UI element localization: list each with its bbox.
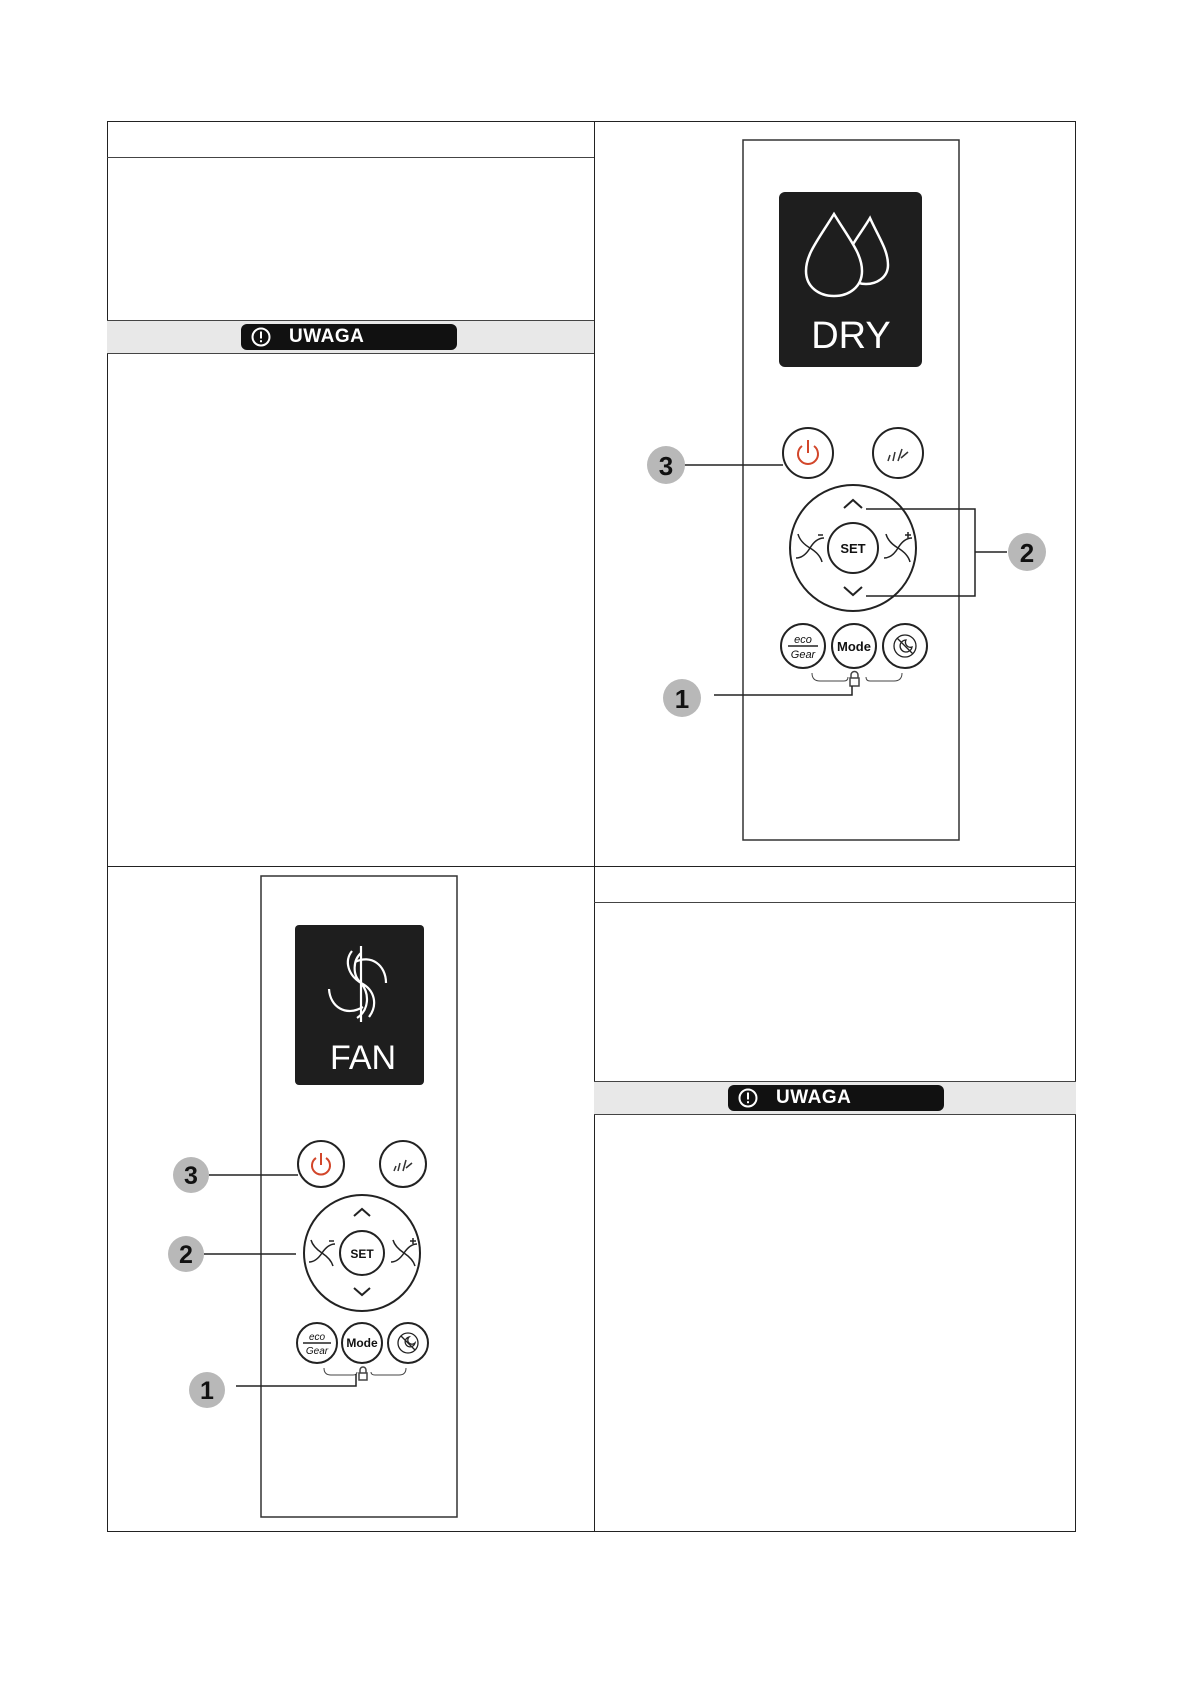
warning-label: UWAGA	[289, 326, 365, 347]
eco-label: eco	[308, 1332, 326, 1343]
callout-3-label: 3	[658, 451, 674, 481]
callout-1-label: 1	[200, 1377, 214, 1405]
gear-label: Gear	[305, 1346, 329, 1357]
callout-2-label: 2	[179, 1241, 193, 1269]
mode-display-label: FAN	[329, 1039, 397, 1077]
warning-label: UWAGA	[776, 1087, 852, 1108]
mode-display-label: DRY	[811, 315, 891, 357]
set-button-label: SET	[350, 1247, 374, 1261]
gear-label: Gear	[790, 649, 816, 661]
swing-button[interactable]	[380, 1141, 426, 1187]
callout-3-label: 3	[184, 1162, 198, 1190]
mode-button-label: Mode	[346, 1336, 378, 1350]
callout-1-label: 1	[674, 684, 690, 714]
callout-2-label: 2	[1019, 538, 1035, 568]
set-button-label: SET	[840, 541, 866, 556]
mode-button-label: Mode	[837, 639, 871, 654]
eco-label: eco	[794, 634, 812, 646]
